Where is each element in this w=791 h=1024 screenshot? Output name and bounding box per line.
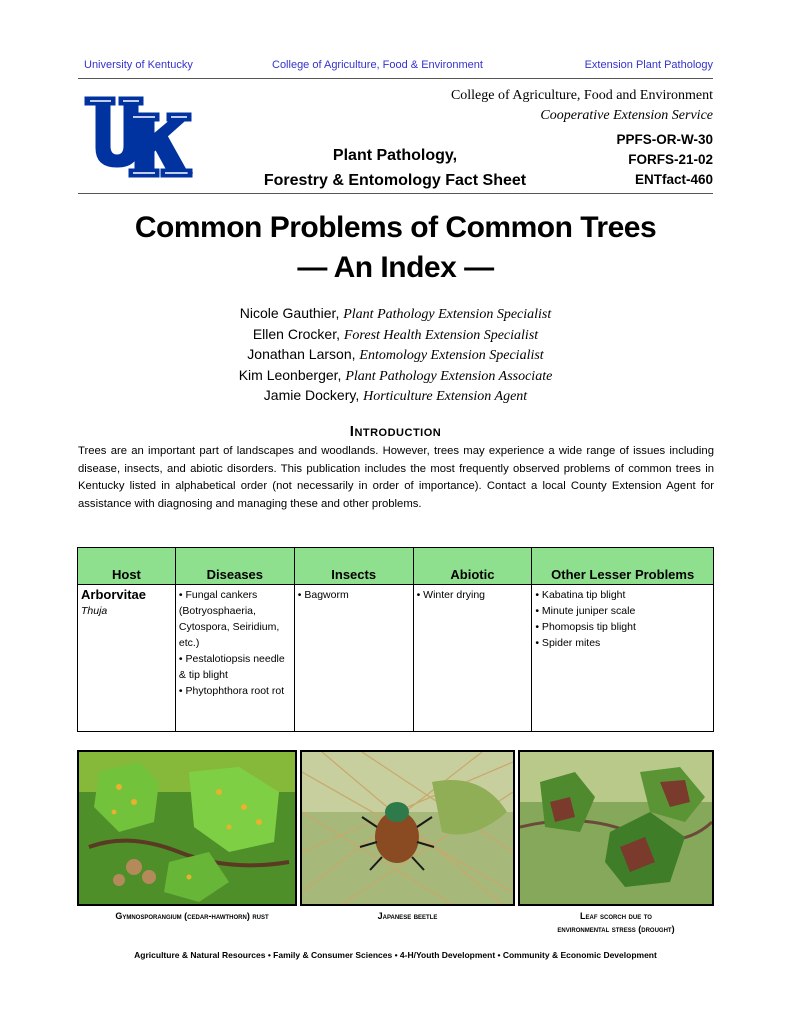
- other-item: • Phomopsis tip blight: [535, 621, 636, 633]
- photo-caption-leaf-scorch: [518, 910, 714, 936]
- fact-sheet-title: [230, 143, 560, 193]
- caption-line1: Leaf scorch due to: [580, 911, 652, 921]
- introduction-heading: Introduction: [349, 423, 442, 440]
- cell-insects: [294, 585, 413, 732]
- author-line: Kim Leonberger, Plant Pathology Extension Associate: [238, 366, 553, 384]
- host-name: Arborvitae: [81, 587, 147, 602]
- link-college[interactable]: College of Agriculture, Food & Environment: [272, 59, 483, 71]
- other-item: • Kabatina tip blight: [535, 589, 626, 601]
- col-header-insects: Insects: [294, 548, 413, 585]
- col-header-other: Other Lesser Problems: [532, 548, 714, 585]
- title-line2: — An Index —: [297, 251, 494, 284]
- fact-sheet-line2: Forestry & Entomology Fact Sheet: [263, 172, 527, 189]
- link-university[interactable]: University of Kentucky: [84, 59, 193, 71]
- col-header-host: Host: [78, 548, 176, 585]
- col-header-diseases: Diseases: [175, 548, 294, 585]
- college-block: [451, 86, 713, 126]
- college-name: College of Agriculture, Food and Environment: [450, 88, 713, 103]
- table-header-row: [78, 548, 714, 585]
- authors-list: [0, 304, 791, 407]
- code-entfact: ENTfact-460: [634, 172, 713, 187]
- uk-logo-icon: [84, 96, 196, 178]
- header-bottom-rule: [78, 193, 713, 194]
- disease-item: • Phytophthora root rot: [178, 685, 285, 697]
- col-header-abiotic: Abiotic: [413, 548, 532, 585]
- disease-item: • Fungal cankers (Botryosphaeria, Cytospora, Seiridium, etc.): [178, 589, 280, 649]
- cell-host: [78, 585, 176, 732]
- author-line: Nicole Gauthier, Plant Pathology Extension Specialist: [239, 305, 552, 322]
- header-top-rule: [78, 78, 713, 79]
- cell-abiotic: [413, 585, 532, 732]
- photo-caption-rust: Gymnosporangium (cedar-hawthorn) rust: [115, 911, 269, 921]
- abiotic-item: • Winter drying: [416, 589, 486, 601]
- code-ppfs: PPFS-OR-W-30: [616, 132, 713, 147]
- fact-sheet-line1: Plant Pathology,: [332, 147, 458, 164]
- introduction-text: Trees are an important part of landscapes and woodlands. However, trees may experience a wide range of issues including disease, insects, and abiotic disorders. This publication includes the most frequently observed problems of common trees in Kentucky listed in alphabetical order (not necessarily in order of importance). Contact a local County Extension Agent for assistance with diagnosing and managing these and other problems.: [78, 445, 714, 510]
- svg-text:®: ®: [187, 169, 193, 178]
- cell-other: [532, 585, 714, 732]
- publication-codes: [617, 130, 713, 190]
- top-links-bar: [84, 59, 713, 75]
- cell-diseases: [175, 585, 294, 732]
- rust-leaf-photo: [77, 750, 297, 906]
- code-forfs: FORFS-21-02: [628, 152, 713, 167]
- footer-programs: Agriculture & Natural Resources • Family & Consumer Sciences • 4-H/Youth Development • Community & Economic Development: [134, 950, 657, 960]
- caption-line2: environmental stress (drought): [557, 924, 675, 934]
- other-item: • Minute juniper scale: [535, 605, 636, 617]
- title-line1: Common Problems of Common Trees: [134, 211, 657, 244]
- document-title: [0, 208, 791, 288]
- author-line: Ellen Crocker, Forest Health Extension Specialist: [252, 325, 539, 343]
- author-line: Jamie Dockery, Horticulture Extension Agent: [263, 387, 528, 404]
- problems-table: [77, 547, 714, 732]
- insect-item: • Bagworm: [297, 589, 349, 601]
- table-row: [78, 585, 714, 732]
- disease-item: • Pestalotiopsis needle & tip blight: [178, 653, 285, 681]
- extension-service: Cooperative Extension Service: [540, 108, 713, 123]
- beetle-photo: [300, 750, 515, 906]
- other-item: • Spider mites: [535, 637, 601, 649]
- author-line: Jonathan Larson, Entomology Extension Specialist: [247, 346, 544, 363]
- leaf-scorch-photo: [518, 750, 714, 906]
- link-extension-plant-pathology[interactable]: Extension Plant Pathology: [584, 59, 713, 71]
- photo-caption-beetle: Japanese beetle: [377, 911, 438, 921]
- host-latin: Thuja: [81, 605, 108, 617]
